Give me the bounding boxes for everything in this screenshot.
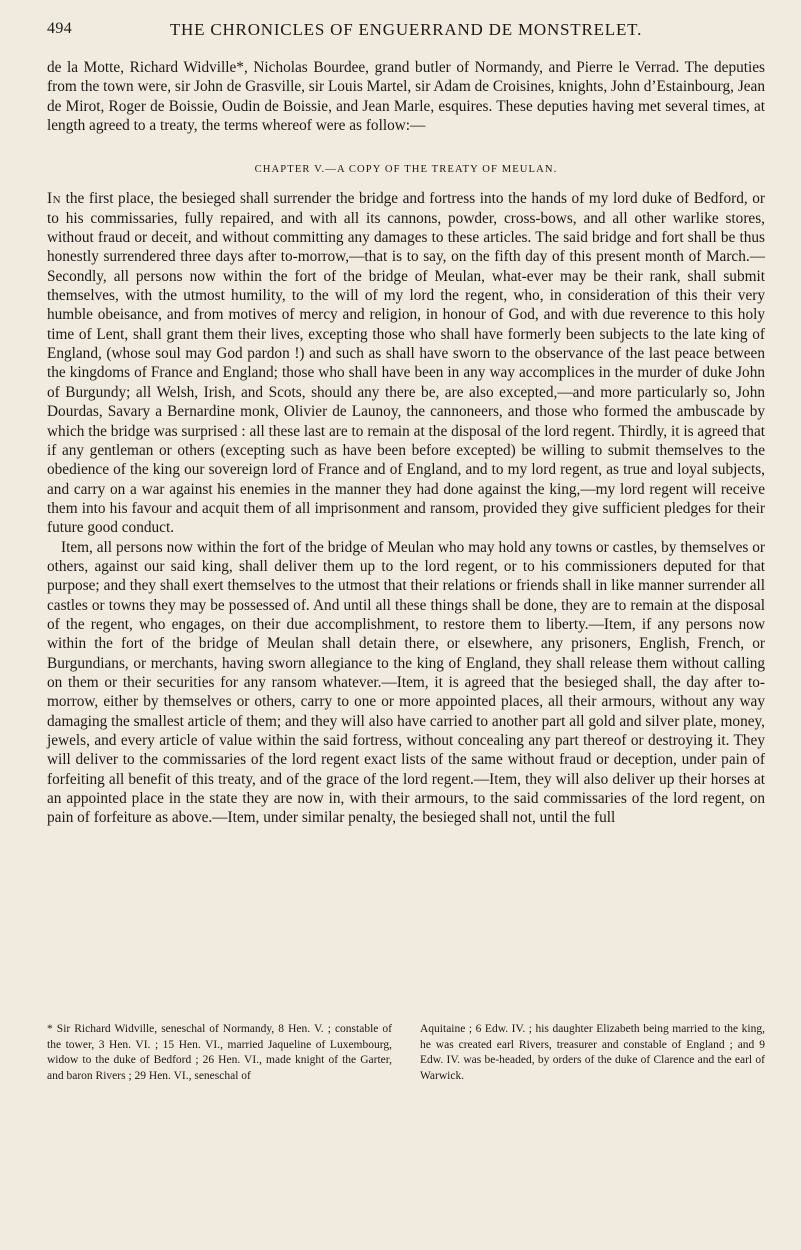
book-page [47, 20, 765, 828]
drop-word: In [47, 190, 62, 208]
chapter-heading: CHAPTER V.—A COPY OF THE TREATY OF MEULAN. [254, 164, 558, 176]
footnote [47, 1022, 765, 1084]
running-header [47, 20, 765, 48]
footnote-right-column: Aquitaine ; 6 Edw. IV. ; his daughter Elizabeth being married to the king, he was created earl Rivers, treasurer and constable of England ; and 9 Edw. IV. was be-headed, by orders of the duke of Clarence and the earl of Warwick. [420, 1023, 765, 1082]
page-number: 494 [47, 20, 73, 37]
running-title: THE CHRONICLES OF ENGUERRAND DE MONSTRELET. [169, 20, 643, 39]
treaty-paragraph-1 [47, 189, 765, 537]
intro-paragraph: de la Motte, Richard Widville*, Nicholas Bourdee, grand butler of Normandy, and Pierre le Verrad. The deputies from the town were, sir John de Grasville, sir Louis Martel, sir Adam de Croisines, knights, John d’Estainbourg, Jean de Mirot, Roger de Boissie, Oudin de Boissie, and Jean Marle, esquires. These deputies having met several times, at length agreed to a treaty, the terms whereof were as follow:— [47, 59, 765, 135]
footnote-left-column: * Sir Richard Widville, seneschal of Normandy, 8 Hen. V. ; constable of the tower, 3 Hen. VI. ; 15 Hen. VI., married Jaqueline of Luxembourg, widow to the duke of Bedford ; 26 Hen. VI., made knight of the Garter, and baron Rivers ; 29 Hen. VI., seneschal of [47, 1023, 392, 1082]
treaty-paragraph-1-text: the first place, the besieged shall surrender the bridge and fortress into the hands of my lord duke of Bedford, or to his commissaries, fully repaired, and with all its cannons, powder, cross-bows, and all other warlike stores, without fraud or deceit, and without committing any damages to these articles. The said bridge and fort shall be thus honestly surrendered three days after to-morrow,—that is to say, on the fifth day of this present month of March.—Secondly, all persons now within the fort of the bridge of Meulan, what-ever may be their rank, shall submit themselves, with the utmost humility, to the will of my lord the regent, who, in consideration of this their very humble obeisance, and from motives of mercy and religion, in honour of God, and with due reverence to this holy time of Lent, shall grant them their lives, excepting those who shall have formerly been subjects to the late king of England, (whose soul may God pardon !) and such as shall have sworn to the observance of the last peace between the kingdoms of France and England; those who shall have been in any way accomplices in the murder of duke John of Burgundy; all Welsh, Irish, and Scots, should any there be, are also excepted,—and more particularly so, John Dourdas, Savary a Bernardine monk, Olivier de Launoy, the cannoneers, and those who formed the ambuscade by which the bridge was surprised : all these last are to remain at the disposal of the lord regent. Thirdly, it is agreed that if any gentleman or others (excepting such as have been before excepted) be willing to submit themselves to the obedience of the king our sovereign lord of France and of England, and to my lord regent, as true and loyal subjects, and carry on a war against his enemies in the manner they had done against the king,—my lord regent will receive them into his favour and acquit them of all imprisonment and ransom, provided they give sufficient pledges for their future good conduct. [47, 190, 765, 537]
treaty-paragraph-2: Item, all persons now within the fort of the bridge of Meulan who may hold any towns or castles, by themselves or others, against our said king, shall deliver them up to the lord regent, or to his commissioners deputed for that purpose; and they shall exert themselves to the utmost that their relations or friends shall in like manner surrender all castles or towns they may be possessed of. And until all these things shall be done, they are to remain at the disposal of the regent, who engages, on their due accomplishment, to restore them to liberty.—Item, if any persons now within the fort of the bridge of Meulan shall detain there, or elsewhere, any prisoners, English, French, or Burgundians, or merchants, having sworn allegiance to the king of England, they shall release them without calling on them or their securities for any ransom whatever.—Item, it is agreed that the besieged shall, the day after to-morrow, either by themselves or others, carry to one or more appointed places, all their armours, without any way damaging the smallest article of them; and they will also have carried to another part all gold and silver plate, money, jewels, and every article of value within the said fortress, without concealing any part thereof or destroying it. They will deliver to the commissaries of the lord regent exact lists of the same without fraud or deception, under pain of forfeiting all benefit of this treaty, and of the grace of the lord regent.—Item, they will also deliver up their horses at an appointed place in the state they are now in, with their armours, to the said commissaries of the lord regent, on pain of forfeiture as above.—Item, under similar penalty, the besieged shall not, until the full [47, 538, 765, 827]
